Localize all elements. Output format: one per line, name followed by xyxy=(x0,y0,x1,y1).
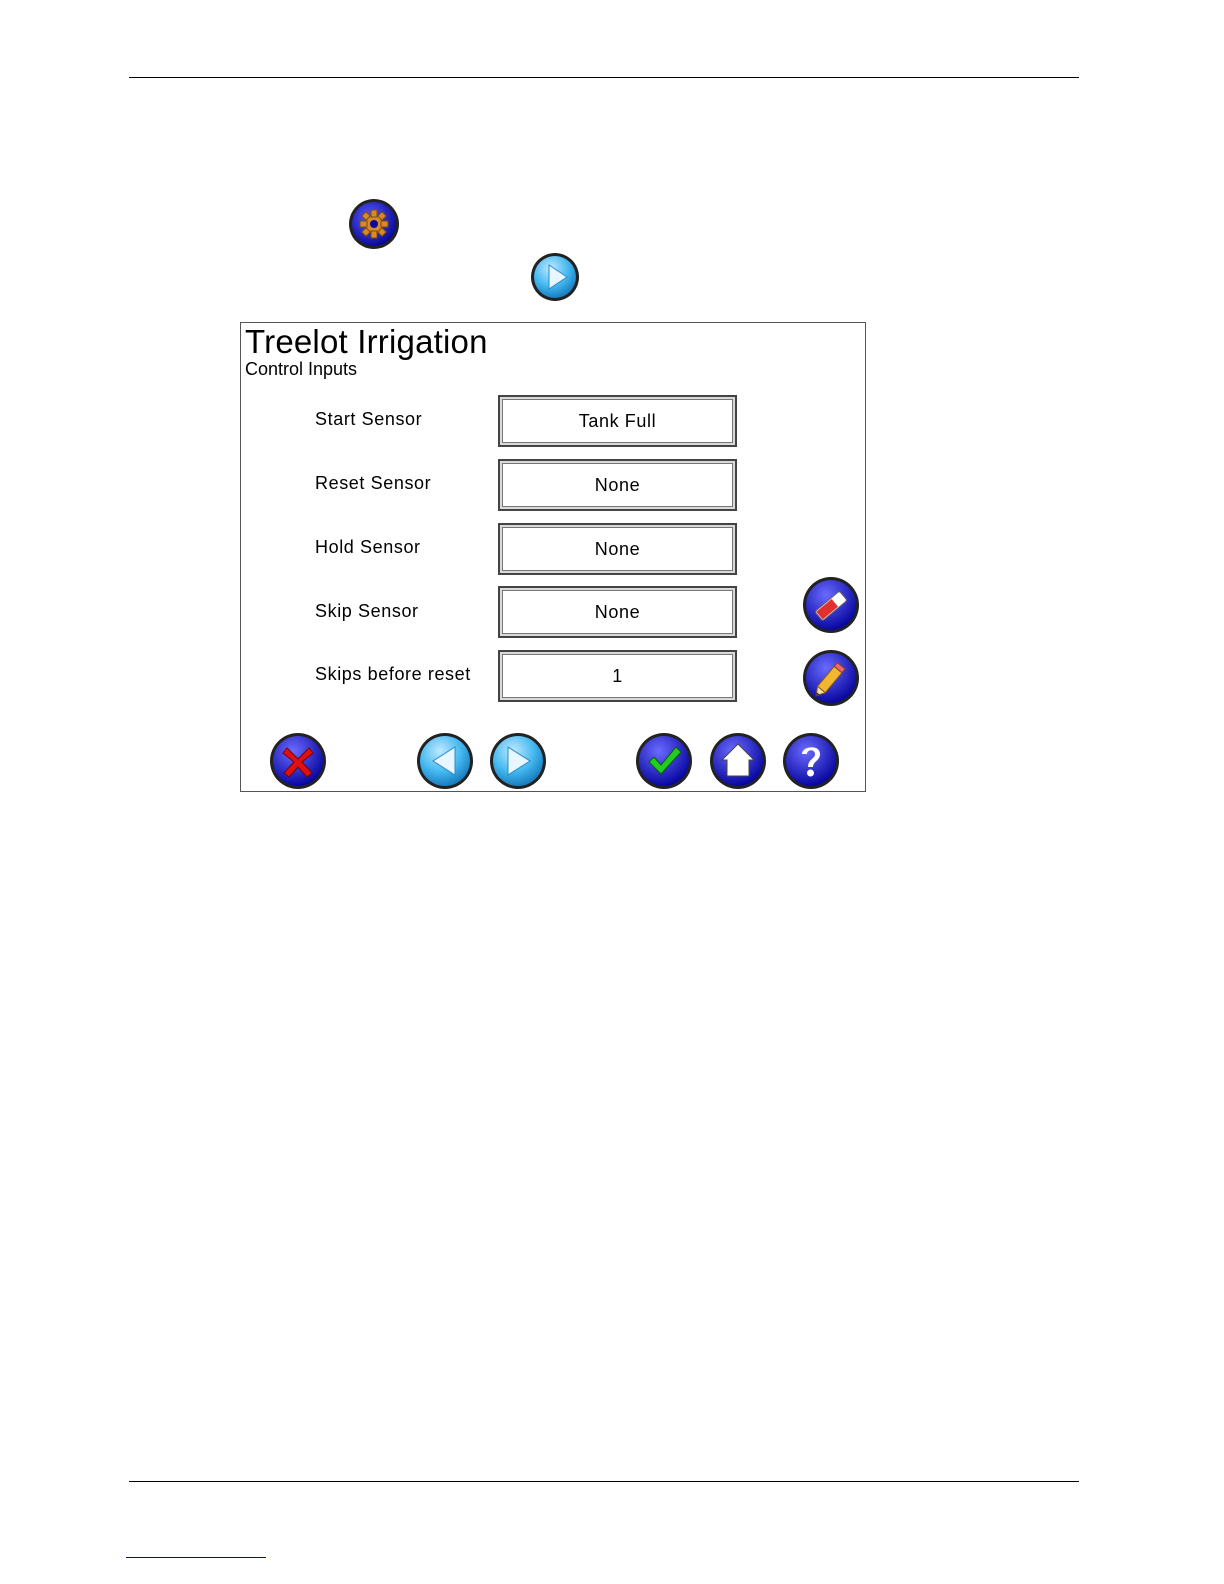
device-screen xyxy=(240,322,866,792)
next-button[interactable] xyxy=(489,732,547,790)
hold-sensor-field[interactable]: None xyxy=(498,523,737,575)
next-arrow-icon xyxy=(489,732,547,790)
eraser-button[interactable] xyxy=(802,576,860,634)
reset-sensor-label: Reset Sensor xyxy=(315,473,432,493)
check-icon xyxy=(635,732,693,790)
screen-title: Treelot Irrigation xyxy=(245,323,488,360)
play-arrow-icon xyxy=(530,252,580,302)
help-icon xyxy=(782,732,840,790)
footer-link-underline[interactable] xyxy=(126,1557,266,1558)
cancel-button[interactable] xyxy=(269,732,327,790)
screen-subtitle: Control Inputs xyxy=(245,359,358,379)
reset-sensor-field[interactable]: None xyxy=(498,459,737,511)
accept-button[interactable] xyxy=(635,732,693,790)
header-rule xyxy=(129,77,1079,78)
eraser-icon xyxy=(802,576,860,634)
pencil-button[interactable] xyxy=(802,649,860,707)
home-icon xyxy=(709,732,767,790)
hold-sensor-label: Hold Sensor xyxy=(315,537,421,557)
footer-rule xyxy=(129,1481,1079,1482)
previous-arrow-icon xyxy=(416,732,474,790)
start-sensor-field[interactable]: Tank Full xyxy=(498,395,737,447)
help-button[interactable] xyxy=(782,732,840,790)
cancel-x-icon xyxy=(269,732,327,790)
skips-before-reset-label: Skips before reset xyxy=(315,664,471,684)
skip-sensor-label: Skip Sensor xyxy=(315,601,419,621)
skip-sensor-field[interactable]: None xyxy=(498,586,737,638)
home-button[interactable] xyxy=(709,732,767,790)
skips-before-reset-field[interactable]: 1 xyxy=(498,650,737,702)
gear-icon xyxy=(348,198,400,250)
start-sensor-label: Start Sensor xyxy=(315,409,423,429)
previous-button[interactable] xyxy=(416,732,474,790)
pencil-icon xyxy=(802,649,860,707)
